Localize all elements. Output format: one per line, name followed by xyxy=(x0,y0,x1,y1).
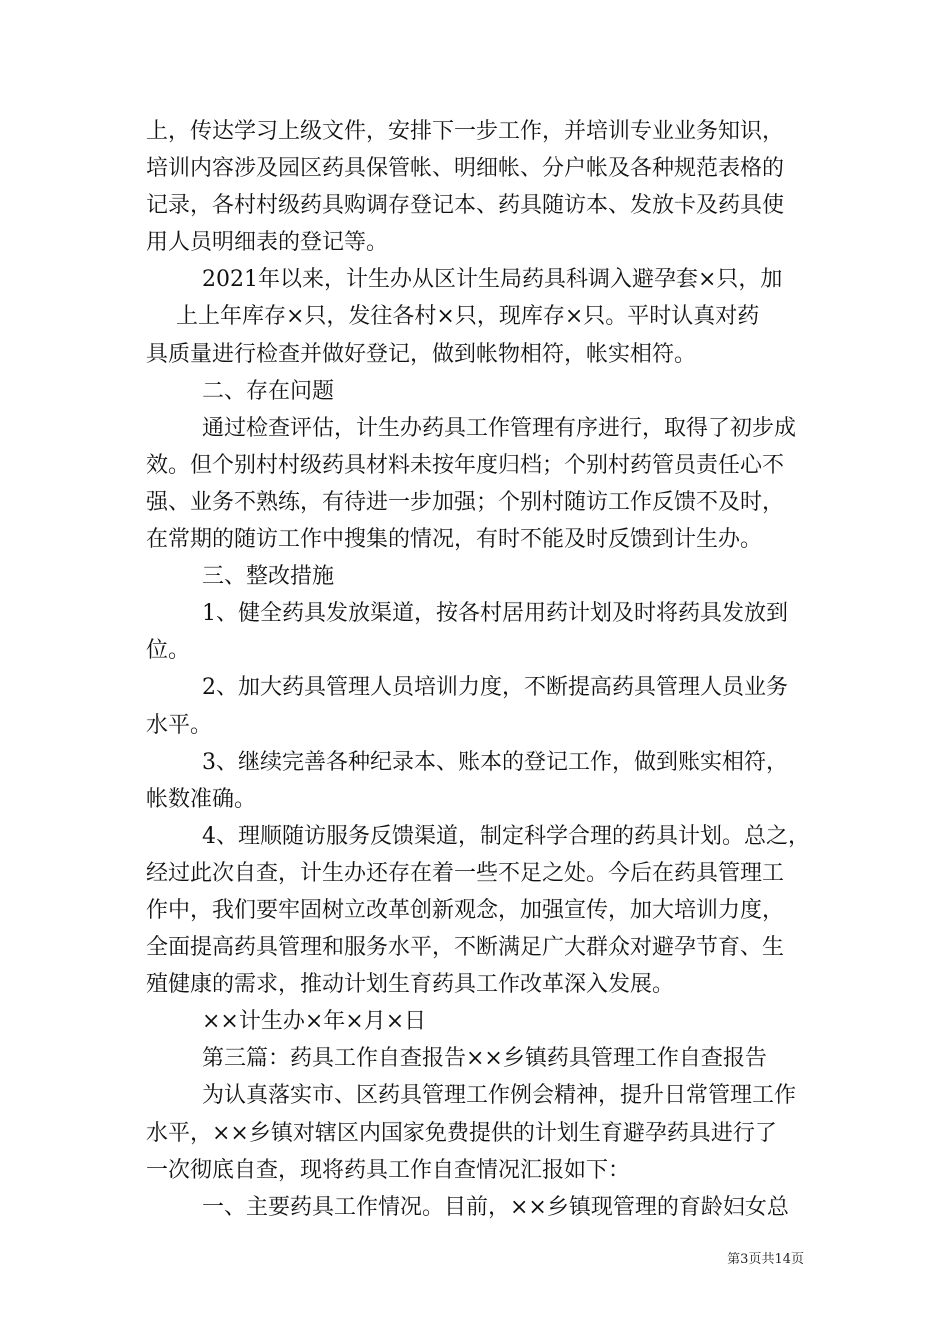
text-line: 强、业务不熟练，有待进一步加强；个别村随访工作反馈不及时， xyxy=(146,489,785,515)
text-line: 2021年以来，计生办从区计生局药具科调入避孕套×只，加 xyxy=(202,267,783,293)
text-line: 在常期的随访工作中搜集的情况，有时不能及时反馈到计生办。 xyxy=(146,527,763,553)
text-line: 为认真落实市、区药具管理工作例会精神，提升日常管理工作 xyxy=(202,1083,797,1109)
text-line: 一次彻底自查，现将药具工作自查情况汇报如下： xyxy=(146,1157,631,1183)
text-line: 记录，各村村级药具购调存登记本、药具随访本、发放卡及药具使 xyxy=(146,193,785,219)
text-line: 一、主要药具工作情况。目前，××乡镇现管理的育龄妇女总 xyxy=(202,1194,789,1220)
text-line: 二、存在问题 xyxy=(202,378,335,404)
text-line: 作中，我们要牢固树立改革创新观念，加强宣传，加大培训力度， xyxy=(146,897,785,923)
text-line: ××计生办×年×月×日 xyxy=(202,1009,427,1035)
text-line: 3、继续完善各种纪录本、账本的登记工作，做到账实相符， xyxy=(202,749,788,775)
document-body xyxy=(146,113,816,1226)
text-line: 上，传达学习上级文件，安排下一步工作，并培训专业业务知识， xyxy=(146,119,785,144)
text-line: 第三篇：药具工作自查报告××乡镇药具管理工作自查报告 xyxy=(202,1046,767,1072)
text-line: 2、加大药具管理人员培训力度，不断提高药具管理人员业务 xyxy=(202,675,788,701)
text-line: 水平。 xyxy=(146,712,213,738)
text-line: 培训内容涉及园区药具保管帐、明细帐、分户帐及各种规范表格的 xyxy=(146,156,785,182)
text-line: 帐数准确。 xyxy=(146,786,257,812)
text-line: 上上年库存×只，发往各村×只，现库存×只。平时认真对药 xyxy=(176,304,760,330)
text-line: 效。但个别村村级药具材料未按年度归档；个别村药管员责任心不 xyxy=(146,452,785,478)
text-line: 1、健全药具发放渠道，按各村居用药计划及时将药具发放到 xyxy=(202,601,788,627)
text-line: 4、理顺随访服务反馈渠道，制定科学合理的药具计划。总之， xyxy=(202,823,810,849)
text-line: 水平，××乡镇对辖区内国家免费提供的计划生育避孕药具进行了 xyxy=(146,1120,777,1146)
text-line: 位。 xyxy=(146,638,191,664)
text-line: 用人员明细表的登记等。 xyxy=(146,230,389,256)
text-line: 三、整改措施 xyxy=(202,564,335,590)
text-line: 全面提高药具管理和服务水平，不断满足广大群众对避孕节育、生 xyxy=(146,935,785,961)
page-number: 第3页共14页 xyxy=(727,1252,804,1267)
text-line: 具质量进行检查并做好登记，做到帐物相符，帐实相符。 xyxy=(146,341,697,367)
text-line: 殖健康的需求，推动计划生育药具工作改革深入发展。 xyxy=(146,972,675,998)
text-line: 经过此次自查，计生办还存在着一些不足之处。今后在药具管理工 xyxy=(146,860,785,886)
text-line: 通过检查评估，计生办药具工作管理有序进行，取得了初步成 xyxy=(202,415,797,441)
